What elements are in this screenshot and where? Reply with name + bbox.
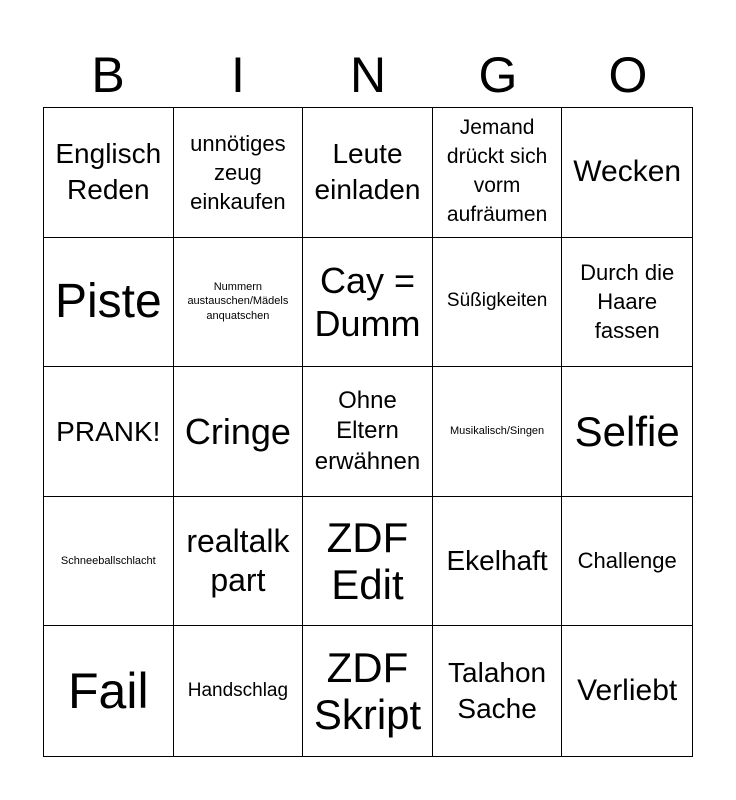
bingo-cell[interactable] xyxy=(303,238,433,368)
cell-text: PRANK! xyxy=(56,415,161,447)
bingo-cell[interactable] xyxy=(433,108,563,238)
cell-text: ZDF Edit xyxy=(326,514,409,609)
bingo-cell[interactable] xyxy=(44,626,174,756)
cell-text: Challenge xyxy=(577,547,677,573)
cell-text: ZDF Skript xyxy=(313,644,422,739)
cell-text: Durch die Haare fassen xyxy=(580,260,675,344)
header-letter-b: B xyxy=(91,47,125,103)
cell-text: Cringe xyxy=(184,410,291,452)
bingo-cell[interactable] xyxy=(174,626,304,756)
cell-text: unnötiges zeug einkaufen xyxy=(190,130,286,214)
bingo-cell[interactable] xyxy=(562,497,692,627)
cell-text: Schneeballschlacht xyxy=(60,554,156,567)
cell-text: Fail xyxy=(68,663,149,720)
header-letter-o: O xyxy=(608,47,648,103)
cell-text: Ekelhaft xyxy=(446,545,548,577)
header-letter-g: G xyxy=(478,47,518,103)
bingo-cell[interactable] xyxy=(433,238,563,368)
cell-text: Süßigkeiten xyxy=(446,290,548,312)
bingo-cell[interactable] xyxy=(562,626,692,756)
bingo-cell[interactable] xyxy=(174,497,304,627)
bingo-cell[interactable] xyxy=(44,497,174,627)
bingo-cell[interactable] xyxy=(562,238,692,368)
bingo-cell[interactable] xyxy=(562,108,692,238)
bingo-cell[interactable] xyxy=(433,367,563,497)
cell-text: Jemand drückt sich vorm aufräumen xyxy=(446,116,548,227)
cell-text: Selfie xyxy=(574,407,680,455)
cell-text: Musikalisch/Singen xyxy=(450,424,545,437)
bingo-cell[interactable] xyxy=(303,367,433,497)
bingo-cell[interactable] xyxy=(562,367,692,497)
cell-text: Wecken xyxy=(573,155,682,189)
cell-text: Ohne Eltern erwähnen xyxy=(314,386,421,475)
bingo-cell[interactable] xyxy=(303,497,433,627)
header-letter-i: I xyxy=(231,47,245,103)
cell-text: Talahon Sache xyxy=(448,656,547,725)
bingo-board xyxy=(43,107,693,757)
cell-text: Cay = Dumm xyxy=(314,259,421,344)
cell-text: Englisch Reden xyxy=(55,137,162,206)
bingo-cell[interactable] xyxy=(174,367,304,497)
bingo-header xyxy=(43,42,693,108)
cell-text: Verliebt xyxy=(577,674,678,708)
bingo-cell[interactable] xyxy=(433,497,563,627)
bingo-cell[interactable] xyxy=(44,108,174,238)
header-letter-n: N xyxy=(349,47,387,103)
bingo-cell[interactable] xyxy=(44,238,174,368)
cell-text: Piste xyxy=(54,275,162,329)
bingo-cell[interactable] xyxy=(303,108,433,238)
cell-text: realtalk part xyxy=(186,523,290,599)
cell-text: Handschlag xyxy=(187,679,289,701)
bingo-cell[interactable] xyxy=(174,238,304,368)
bingo-cell[interactable] xyxy=(174,108,304,238)
bingo-cell[interactable] xyxy=(303,626,433,756)
bingo-cell[interactable] xyxy=(433,626,563,756)
cell-text: Nummern austauschen/Mädels anquatschen xyxy=(187,280,289,323)
cell-text: Leute einladen xyxy=(314,137,421,206)
bingo-cell[interactable] xyxy=(44,367,174,497)
